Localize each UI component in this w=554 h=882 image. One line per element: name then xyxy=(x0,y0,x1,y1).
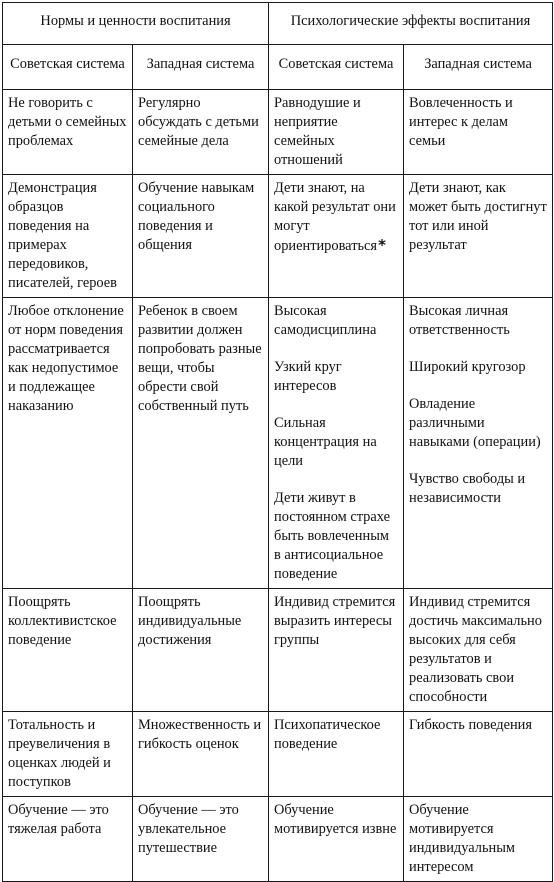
cell-text: Сильная концентрация на цели xyxy=(274,415,377,469)
cell-text: Равнодушие и неприятие семейных отношений xyxy=(274,95,361,168)
cell-text: Вовлеченность и интерес к делам семьи xyxy=(409,95,513,149)
cell-text: Любое отклонение от норм поведения рассматривается как недопустимое и подлежащее наказанию xyxy=(8,303,124,414)
cell-text: Высокая личная ответственность xyxy=(409,303,510,338)
cell-effect-western xyxy=(404,175,553,298)
header-western-system-norms: Западная система xyxy=(133,45,269,90)
cell-norm-soviet xyxy=(3,175,133,298)
cell-text: Индивид стремится выразить интересы группы xyxy=(274,594,396,648)
cell-effect-soviet xyxy=(269,90,404,175)
cell-norm-soviet xyxy=(3,90,133,175)
cell-text: Не говорить с детьми о семейных проблемах xyxy=(8,95,127,149)
header-system-row xyxy=(3,45,553,90)
cell-text: Широкий кругозор xyxy=(409,359,526,375)
cell-norm-western xyxy=(133,589,269,712)
cell-effect-western xyxy=(404,797,553,882)
cell-text: Поощрять коллективистское поведение xyxy=(8,594,117,648)
cell-text: Дети знают, как может быть достигнут тот или иной результат xyxy=(409,180,547,253)
header-psychological-effects: Психологические эффекты воспитания xyxy=(269,3,553,45)
cell-effect-western xyxy=(404,90,553,175)
cell-text: Множественность и гибкость оценок xyxy=(138,717,262,752)
cell-text: Дети живут в постоянном страхе быть вовлеченным в антисоциальное поведение xyxy=(274,490,390,582)
table-row xyxy=(3,90,553,175)
table-row xyxy=(3,589,553,712)
cell-text: Обучение навыкам социального поведения и общения xyxy=(138,180,255,253)
cell-text: Тотальность и преувеличения в оценках людей и поступков xyxy=(8,717,111,790)
cell-text: Регулярно обсуждать с детьми семейные дела xyxy=(138,95,259,149)
header-western-system-effects: Западная система xyxy=(404,45,553,90)
header-soviet-system-effects: Советская система xyxy=(269,45,404,90)
cell-text: Дети знают, на какой результат они могут ориентироваться xyxy=(274,180,396,254)
cell-text: Овладение различными навыками (операции) xyxy=(409,396,541,450)
cell-text: Гибкость поведения xyxy=(409,717,532,733)
cell-text: Демонстрация образцов поведения на примерах передовиков, писателей, героев xyxy=(8,180,117,291)
cell-norm-western xyxy=(133,712,269,797)
cell-effect-soviet xyxy=(269,712,404,797)
cell-effect-soviet xyxy=(269,797,404,882)
table-row xyxy=(3,175,553,298)
cell-norm-western xyxy=(133,298,269,589)
cell-text: Психопатическое поведение xyxy=(274,717,381,752)
header-group-row xyxy=(3,3,553,45)
cell-effect-soviet xyxy=(269,298,404,589)
cell-norm-soviet xyxy=(3,712,133,797)
asterisk-mark: * xyxy=(378,236,386,254)
cell-norm-western xyxy=(133,175,269,298)
table-body xyxy=(3,90,553,882)
comparison-table xyxy=(2,2,553,882)
cell-norm-western xyxy=(133,90,269,175)
cell-text: Индивид стремится достичь максимально высоких для себя результатов и реализовать свои способности xyxy=(409,594,542,705)
header-soviet-system-norms: Советская система xyxy=(3,45,133,90)
cell-norm-soviet xyxy=(3,298,133,589)
cell-effect-soviet xyxy=(269,589,404,712)
cell-norm-soviet xyxy=(3,797,133,882)
cell-text: Чувство свободы и независимости xyxy=(409,471,526,506)
cell-text: Обучение — это тяжелая работа xyxy=(8,802,109,837)
table-row xyxy=(3,797,553,882)
header-norms-values: Нормы и ценности воспитания xyxy=(3,3,269,45)
table-row xyxy=(3,712,553,797)
cell-text: Высокая самодисциплина xyxy=(274,303,377,338)
cell-norm-western xyxy=(133,797,269,882)
cell-text: Ребенок в своем развитии должен попробовать разные вещи, чтобы обрести свой собственный путь xyxy=(138,303,262,414)
cell-text: Обучение мотивируется извне xyxy=(274,802,397,837)
table-header xyxy=(3,3,553,90)
cell-text: Обучение мотивируется индивидуальным интересом xyxy=(409,802,515,875)
cell-effect-western xyxy=(404,589,553,712)
cell-effect-western xyxy=(404,298,553,589)
cell-effect-western xyxy=(404,712,553,797)
cell-effect-soviet xyxy=(269,175,404,298)
cell-text: Обучение — это увлекательное путешествие xyxy=(138,802,239,856)
table-row xyxy=(3,298,553,589)
cell-text: Узкий круг интересов xyxy=(274,359,342,394)
cell-norm-soviet xyxy=(3,589,133,712)
cell-text: Поощрять индивидуальные достижения xyxy=(138,594,242,648)
